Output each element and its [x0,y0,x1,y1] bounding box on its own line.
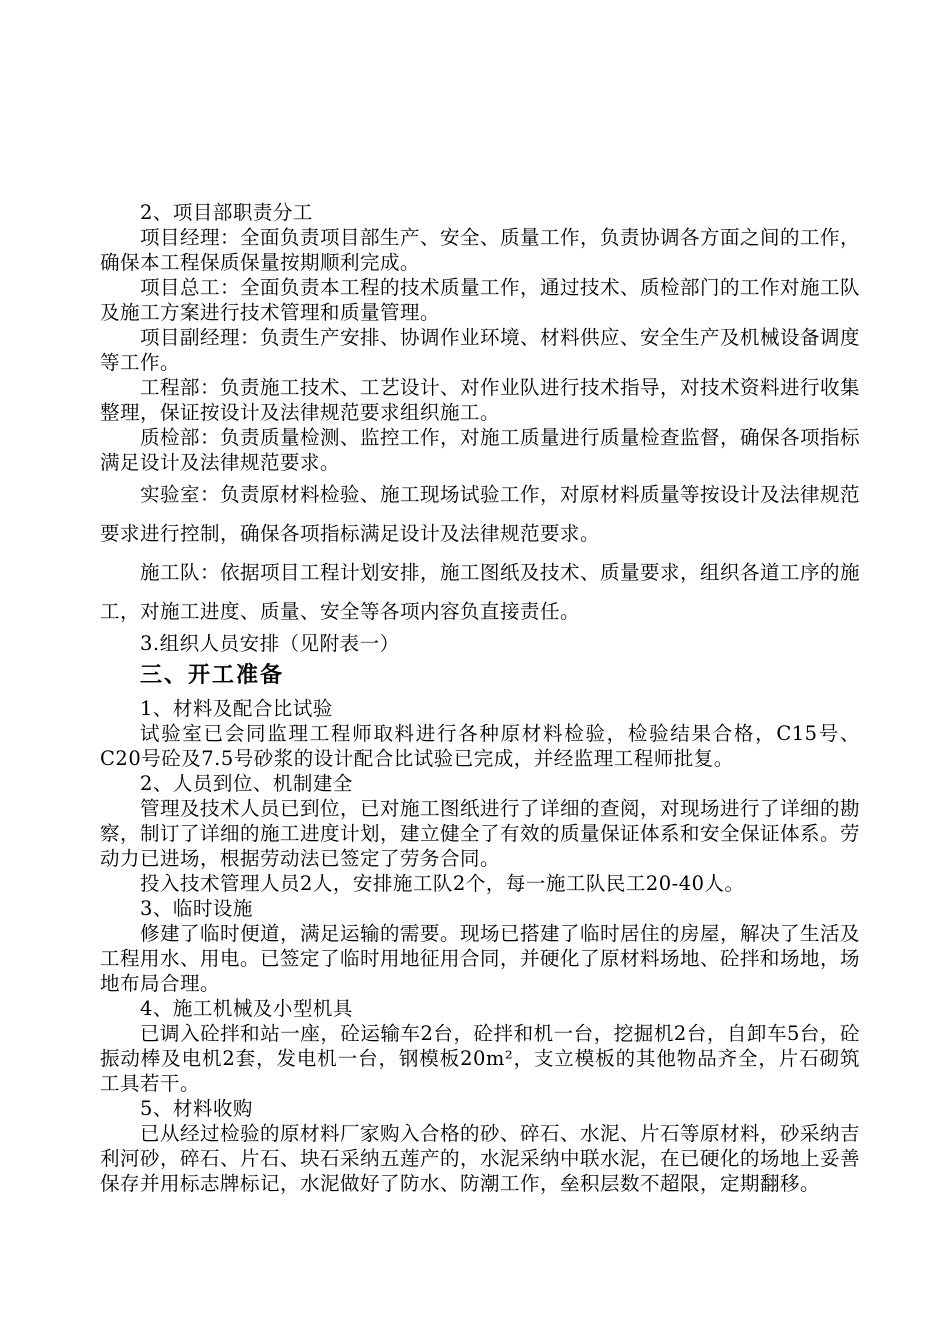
section-title-duties: 2、项目部职责分工 [140,201,313,224]
section-title-staffing: 3.组织人员安排（见附表一） [140,632,400,655]
paragraph-personnel-count: 投入技术管理人员2人，安排施工队2个，每一施工队民工20-40人。 [140,872,745,895]
subsection-title-purchasing: 5、材料收购 [140,1097,253,1120]
paragraph-chief-engineer: 项目总工：全面负责本工程的技术质量工作，通过技术、质检部门的工作对施工队及施工方案进行技术管理和质量管理。 [100,276,861,324]
paragraph-construction-team: 施工队：依据项目工程计划安排，施工图纸及技术、质量要求，组织各道工序的施工，对施工进度、质量、安全等各项内容负直接责任。 [100,561,861,623]
paragraph-temporary-facilities: 修建了临时便道，满足运输的需要。现场已搭建了临时居住的房屋，解决了生活及工程用水、用电。已签定了临时用地征用合同，并硬化了原材料场地、砼拌和场地，场地布局合理。 [100,922,861,995]
paragraph-deputy-manager: 项目副经理：负责生产安排、协调作业环境、材料供应、安全生产及机械设备调度等工作。 [100,326,861,374]
paragraph-quality-dept: 质检部：负责质量检测、监控工作，对施工质量进行质量检查监督，确保各项指标满足设计及法律规范要求。 [100,426,861,474]
paragraph-laboratory: 实验室：负责原材料检验、施工现场试验工作，对原材料质量等按设计及法律规范要求进行控制，确保各项指标满足设计及法律规范要求。 [100,483,861,545]
chapter-heading-preparation: 三、开工准备 [140,663,285,688]
paragraph-materials-test: 试验室已会同监理工程师取料进行各种原材料检验，检验结果合格，C15号、C20号砼及7.5号砂浆的设计配合比试验已完成，并经监理工程师批复。 [100,722,860,770]
subsection-title-temporary-facilities: 3、临时设施 [140,897,253,920]
paragraph-engineering-dept: 工程部：负责施工技术、工艺设计、对作业队进行技术指导，对技术资料进行收集整理，保证按设计及法律规范要求组织施工。 [100,376,861,424]
paragraph-project-manager: 项目经理：全面负责项目部生产、安全、质量工作，负责协调各方面之间的工作，确保本工程保质保量按期顺利完成。 [100,226,861,274]
paragraph-personnel: 管理及技术人员已到位，已对施工图纸进行了详细的查阅，对现场进行了详细的勘察，制订了详细的施工进度计划，建立健全了有效的质量保证体系和安全保证体系。劳动力已进场，根据劳动法已签定了劳务合同。 [100,797,861,870]
document-body [100,200,860,1196]
subsection-title-machinery: 4、施工机械及小型机具 [140,997,353,1020]
paragraph-machinery: 已调入砼拌和站一座，砼运输车2台，砼拌和机一台，挖掘机2台，自卸车5台，砼振动棒及电机2套，发电机一台，钢模板20m²，支立模板的其他物品齐全，片石砌筑工具若干。 [100,1022,860,1095]
subsection-title-personnel: 2、人员到位、机制建全 [140,772,353,795]
subsection-title-materials-test: 1、材料及配合比试验 [140,697,333,720]
paragraph-purchasing: 已从经过检验的原材料厂家购入合格的砂、碎石、水泥、片石等原材料，砂采纳吉利河砂，碎石、片石、块石采纳五莲产的，水泥采纳中联水泥，在已硬化的场地上妥善保存并用标志牌标记，水泥做好了防水、防潮工作，垒积层数不超限，定期翻移。 [100,1122,861,1195]
